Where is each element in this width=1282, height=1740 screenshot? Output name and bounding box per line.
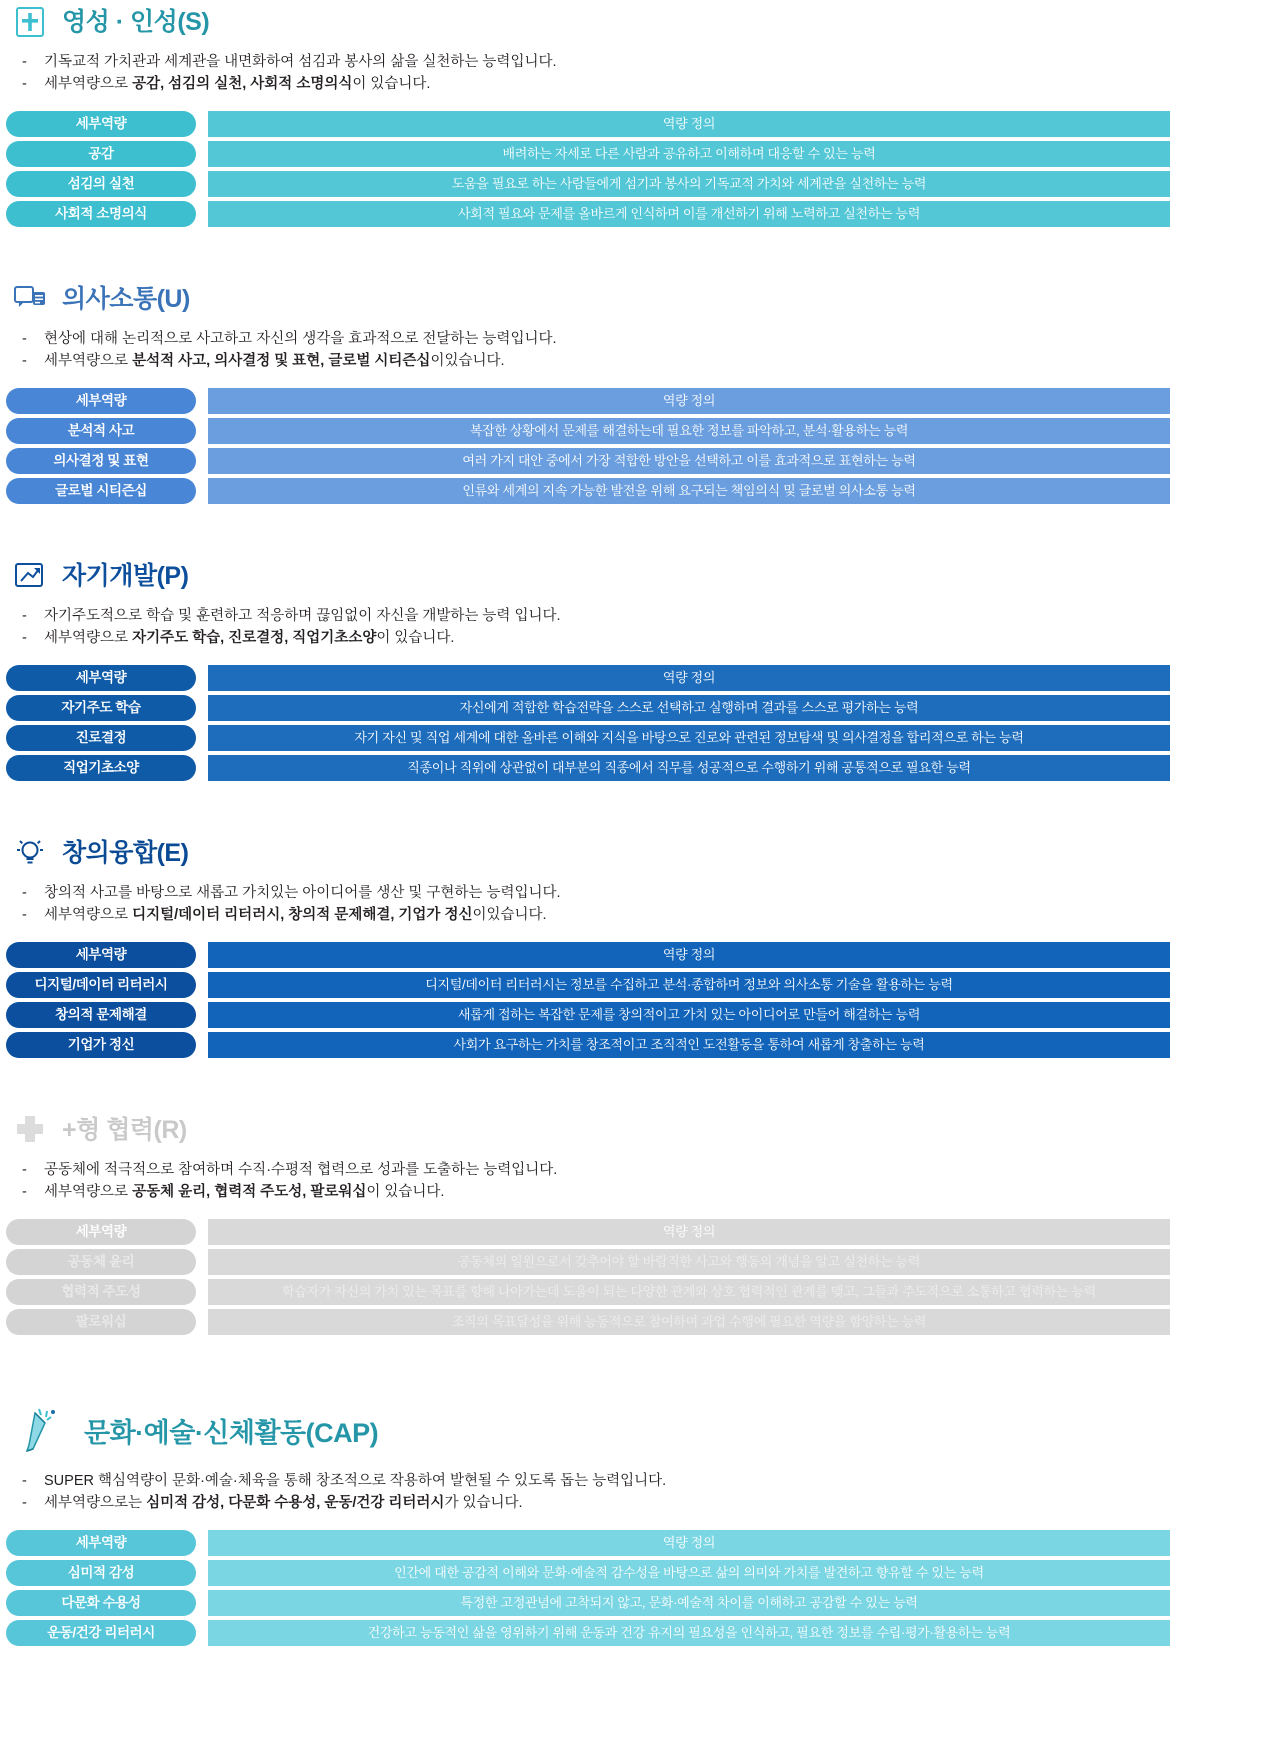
competency-definition: 복잡한 상황에서 문제를 해결하는데 필요한 정보를 파악하고, 분석·활용하는 능력 [208,418,1170,444]
competency-name: 협력적 주도성 [6,1279,196,1305]
competency-definition: 사회가 요구하는 가치를 창조적이고 조직적인 도전활동을 통하여 새롭게 창출하는 능력 [208,1032,1170,1058]
bullet-item [18,329,1282,350]
table-row [6,725,1170,751]
competency-definition: 조직의 목표달성을 위해 능동적으로 참여하며 과업 수행에 필요한 역량을 함양하는 능력 [208,1309,1170,1335]
competency-table [6,1526,1170,1650]
competency-table [6,938,1170,1062]
column-header-name: 세부역량 [6,111,196,137]
competency-definition: 자신에게 적합한 학습전략을 스스로 선택하고 실행하며 결과를 스스로 평가하는 능력 [208,695,1170,721]
competency-name: 사회적 소명의식 [6,201,196,227]
bullet-text: 세부역량으로 공동체 윤리, 협력적 주도성, 팔로워십이 있습니다. [44,1184,445,1200]
bullet-text: 세부역량으로 자기주도 학습, 진로결정, 직업기초소양이 있습니다. [44,630,455,646]
bullet-text: 현상에 대해 논리적으로 사고하고 자신의 생각을 효과적으로 전달하는 능력입니다. [44,331,557,347]
section-cooperation [0,1108,1282,1339]
bullet-item [18,606,1282,627]
table-row [6,1309,1170,1335]
table-row [6,201,1170,227]
bullet-dash: - [22,885,27,901]
table-header-row [6,1530,1170,1556]
section-spacer [0,1385,1282,1403]
competency-table [6,384,1170,508]
lightbulb-icon [10,833,50,873]
table-header-row [6,388,1170,414]
column-header-definition: 역량 정의 [208,1530,1170,1556]
bullet-item [18,351,1282,372]
bullet-dash: - [22,608,27,624]
column-header-name: 세부역량 [6,942,196,968]
competency-definition: 특정한 고정관념에 고착되지 않고, 문화·예술적 차이를 이해하고 공감할 수 있는 능력 [208,1590,1170,1616]
bullet-text: 자기주도적으로 학습 및 훈련하고 적응하며 끊임없이 자신을 개발하는 능력 입니다. [44,608,561,624]
bullet-dash: - [22,1495,27,1511]
column-header-name: 세부역량 [6,1219,196,1245]
table-header-row [6,111,1170,137]
section-header [0,277,1282,321]
bullet-item [18,883,1282,904]
growth-arrow-icon [10,556,50,596]
competency-name: 팔로워십 [6,1309,196,1335]
bullet-item [18,1493,1282,1514]
bullet-text: 공동체에 적극적으로 참여하며 수직·수평적 협력으로 성과를 도출하는 능력입니다. [44,1162,558,1178]
section-title: +형 협력(R) [62,1115,187,1144]
column-header-name: 세부역량 [6,388,196,414]
competency-definition: 디지털/데이터 리터러시는 정보를 수집하고 분석·종합하며 정보와 의사소통 기술을 활용하는 능력 [208,972,1170,998]
column-header-definition: 역량 정의 [208,942,1170,968]
competency-name: 직업기초소양 [6,755,196,781]
plus-cross-icon [10,1110,50,1150]
bullet-item [18,74,1282,95]
bullet-item [18,628,1282,649]
section-bullets [0,52,1282,95]
section-title: 자기개발(P) [62,561,189,590]
table-row [6,695,1170,721]
competency-name: 기업가 정신 [6,1032,196,1058]
competency-name: 분석적 사고 [6,418,196,444]
bullet-dash: - [22,1184,27,1200]
table-row [6,1249,1170,1275]
bullet-text: 세부역량으로 분석적 사고, 의사결정 및 표현, 글로벌 시티즌십이있습니다. [44,353,505,369]
competency-table [6,1215,1170,1339]
competency-table [6,661,1170,785]
competency-definition: 여러 가지 대안 중에서 가장 적합한 방안을 선택하고 이를 효과적으로 표현하는 능력 [208,448,1170,474]
competency-definition: 학습자가 자신의 가치 있는 목표를 향해 나아가는데 도움이 되는 다양한 관계와 상호 협력적인 관계를 맺고, 그들과 주도적으로 소통하고 협력하는 능력 [208,1279,1170,1305]
competency-definition: 배려하는 자세로 다른 사람과 공유하고 이해하며 대응할 수 있는 능력 [208,141,1170,167]
section-title: 창의융합(E) [62,838,189,867]
competency-name: 자기주도 학습 [6,695,196,721]
bullet-text: 세부역량으로 공감, 섬김의 실천, 사회적 소명의식이 있습니다. [44,76,431,92]
table-row [6,1560,1170,1586]
bullet-text: 창의적 사고를 바탕으로 새롭고 가치있는 아이디어를 생산 및 구현하는 능력입니다. [44,885,561,901]
competency-name: 공동체 윤리 [6,1249,196,1275]
bullet-item [18,1471,1282,1492]
table-row [6,141,1170,167]
table-header-row [6,1219,1170,1245]
competency-definition: 인류와 세계의 지속 가능한 발전을 위해 요구되는 책임의식 및 글로벌 의사소통 능력 [208,478,1170,504]
competency-definition: 새롭게 접하는 복잡한 문제를 창의적이고 가치 있는 아이디어로 만들어 해결하는 능력 [208,1002,1170,1028]
column-header-definition: 역량 정의 [208,388,1170,414]
bullet-dash: - [22,54,27,70]
bullet-text: 세부역량으로 디지털/데이터 리터러시, 창의적 문제해결, 기업가 정신이있습니다. [44,907,547,923]
table-row [6,1032,1170,1058]
table-row [6,1279,1170,1305]
table-header-row [6,942,1170,968]
section-spirituality [0,0,1282,231]
speech-bubbles-icon [10,279,50,319]
section-bullets [0,329,1282,372]
table-row [6,1620,1170,1646]
competency-name: 글로벌 시티즌십 [6,478,196,504]
section-title: 문화·예술·신체활동(CAP) [84,1417,379,1448]
section-header [0,0,1282,44]
bullet-item [18,1160,1282,1181]
section-bullets [0,606,1282,649]
table-row [6,972,1170,998]
section-bullets [0,1160,1282,1203]
bullet-dash: - [22,1162,27,1178]
column-header-definition: 역량 정의 [208,665,1170,691]
competency-definition: 사회적 필요와 문제를 올바르게 인식하며 이를 개선하기 위해 노력하고 실천하는 능력 [208,201,1170,227]
table-row [6,171,1170,197]
table-row [6,1002,1170,1028]
section-header [0,554,1282,598]
table-row [6,478,1170,504]
section-bullets [0,883,1282,926]
bullet-item [18,905,1282,926]
bullet-text: SUPER 핵심역량이 문화·예술·체육을 통해 창조적으로 작용하여 발현될 수 있도록 돕는 능력입니다. [44,1473,667,1489]
bullet-dash: - [22,907,27,923]
section-cap [0,1403,1282,1650]
section-header [0,1403,1282,1463]
competency-definition: 직종이나 직위에 상관없이 대부분의 직종에서 직무를 성공적으로 수행하기 위해 공통적으로 필요한 능력 [208,755,1170,781]
section-header [0,1108,1282,1152]
competency-name: 디지털/데이터 리터러시 [6,972,196,998]
column-header-name: 세부역량 [6,1530,196,1556]
section-communication [0,277,1282,508]
competency-definition: 자기 자신 및 직업 세계에 대한 올바른 이해와 지식을 바탕으로 진로와 관련된 정보탐색 및 의사결정을 합리적으로 하는 능력 [208,725,1170,751]
column-header-name: 세부역량 [6,665,196,691]
competency-name: 섬김의 실천 [6,171,196,197]
bullet-dash: - [22,353,27,369]
competency-definition: 도움을 필요로 하는 사람들에게 섬기과 봉사의 기독교적 가치와 세계관을 실천하는 능력 [208,171,1170,197]
section-self-development [0,554,1282,785]
bullet-dash: - [22,76,27,92]
competency-definition: 건강하고 능동적인 삶을 영위하기 위해 운동과 건강 유지의 필요성을 인식하고, 필요한 정보를 수립·평가·활용하는 능력 [208,1620,1170,1646]
competency-name: 다문화 수용성 [6,1590,196,1616]
competency-name: 운동/건강 리터러시 [6,1620,196,1646]
competency-name: 공감 [6,141,196,167]
bullet-dash: - [22,630,27,646]
competency-name: 진로결정 [6,725,196,751]
section-creative-convergence [0,831,1282,1062]
bullet-dash: - [22,1473,27,1489]
bullet-item [18,1182,1282,1203]
competency-definition: 공동체의 일원으로서 갖추어야 할 바람직한 사고와 행동의 개념을 알고 실천하는 능력 [208,1249,1170,1275]
section-title: 영성 · 인성(S) [62,7,210,36]
bullet-text: 기독교적 가치관과 세계관을 내면화하여 섬김과 봉사의 삶을 실천하는 능력입니다. [44,54,557,70]
competency-name: 창의적 문제해결 [6,1002,196,1028]
competency-table [6,107,1170,231]
competency-name: 심미적 감성 [6,1560,196,1586]
bullet-text: 세부역량으로는 심미적 감성, 다문화 수용성, 운동/건강 리터러시가 있습니다. [44,1495,523,1511]
section-bullets [0,1471,1282,1514]
column-header-definition: 역량 정의 [208,1219,1170,1245]
table-header-row [6,665,1170,691]
column-header-definition: 역량 정의 [208,111,1170,137]
bullet-dash: - [22,331,27,347]
section-header [0,831,1282,875]
competency-name: 의사결정 및 표현 [6,448,196,474]
table-row [6,418,1170,444]
table-row [6,755,1170,781]
competency-definition: 인간에 대한 공감적 이해와 문화·예술적 감수성을 바탕으로 삶의 의미와 가치를 발견하고 향유할 수 있는 능력 [208,1560,1170,1586]
section-title: 의사소통(U) [62,284,190,313]
table-row [6,448,1170,474]
art-palette-icon [14,1405,70,1461]
table-row [6,1590,1170,1616]
bullet-item [18,52,1282,73]
cross-book-icon [10,2,50,42]
